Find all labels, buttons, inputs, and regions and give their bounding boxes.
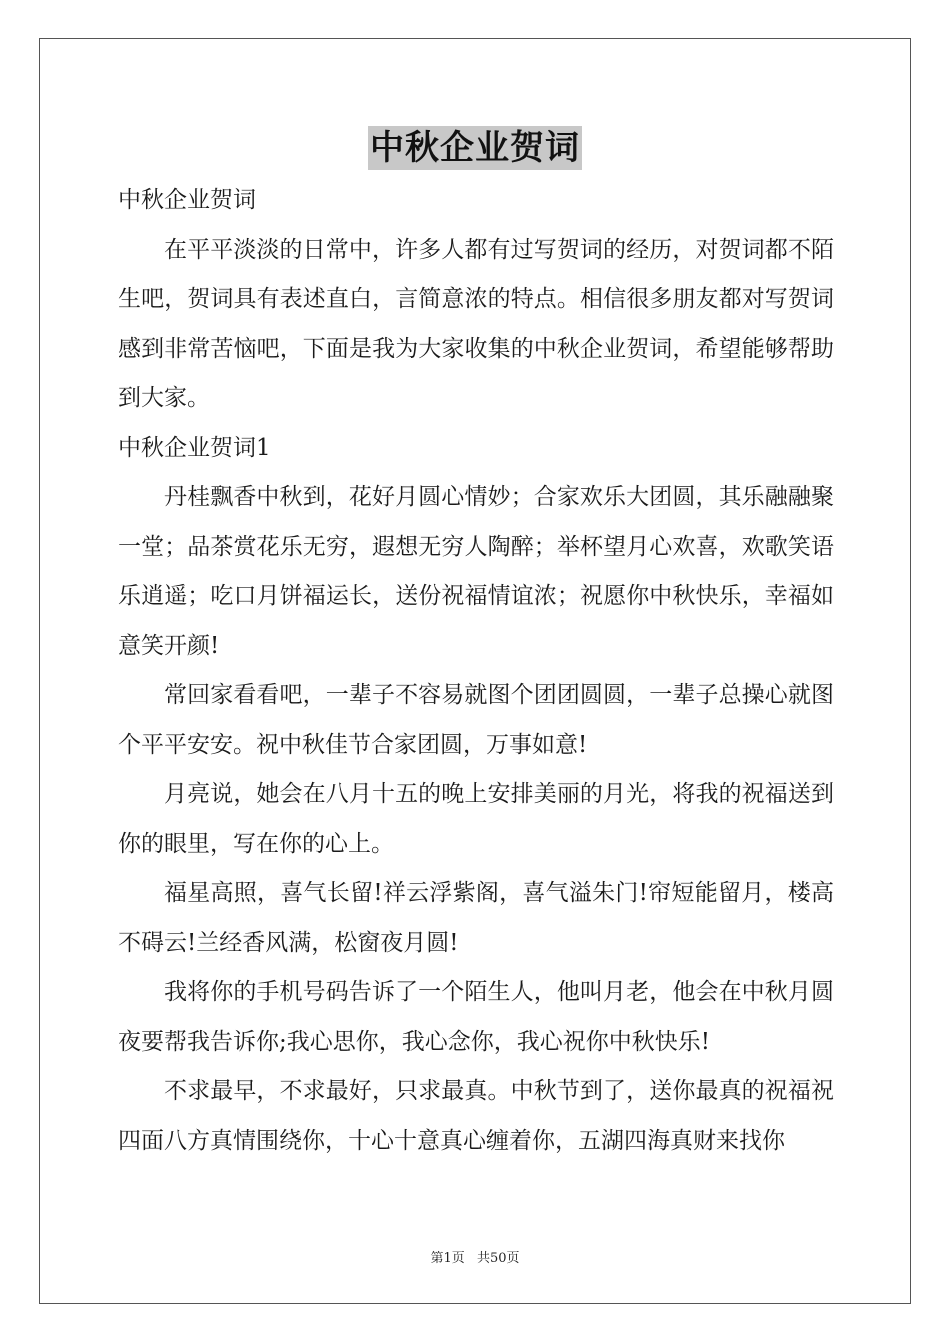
greeting-paragraph: 不求最早，不求最好，只求最真。中秋节到了，送你最真的祝福祝四面八方真情围绕你，十心十意真心缠着你，五湖四海真财来找你: [118, 1078, 834, 1154]
greeting-paragraph: 常回家看看吧，一辈子不容易就图个团团圆圆，一辈子总操心就图个平平安安。祝中秋佳节合家团圆，万事如意!: [118, 682, 834, 758]
page-number: 第1页: [430, 1251, 465, 1266]
title-container: [0, 126, 950, 170]
section-heading: 中秋企业贺词1: [118, 434, 271, 461]
intro-paragraph: 在平平淡淡的日常中，许多人都有过写贺词的经历，对贺词都不陌生吧，贺词具有表述直白，言简意浓的特点。相信很多朋友都对写贺词感到非常苦恼吧，下面是我为大家收集的中秋企业贺词，希望能够帮助到大家。: [118, 236, 834, 411]
greeting-paragraph: 月亮说，她会在八月十五的晚上安排美丽的月光，将我的祝福送到你的眼里，写在你的心上。: [118, 781, 834, 857]
greeting-paragraph: 丹桂飘香中秋到，花好月圆心情妙；合家欢乐大团圆，其乐融融聚一堂；品茶赏花乐无穷，遐想无穷人陶醉；举杯望月心欢喜，欢歌笑语乐逍遥；吃口月饼福运长，送份祝福情谊浓；祝愿你中秋快乐，幸福如意笑开颜!: [118, 484, 834, 659]
greeting-paragraph: 福星高照，喜气长留!祥云浮紫阁，喜气溢朱门!帘短能留月，楼高不碍云!兰经香风满，松窗夜月圆!: [118, 880, 834, 956]
subtitle: 中秋企业贺词: [118, 187, 256, 213]
page-footer: [0, 1247, 950, 1266]
greeting-paragraph: 我将你的手机号码告诉了一个陌生人，他叫月老，他会在中秋月圆夜要帮我告诉你;我心思你，我心念你，我心祝你中秋快乐!: [118, 979, 834, 1055]
page-total: 共50页: [476, 1251, 520, 1266]
document-title: 中秋企业贺词: [370, 128, 580, 168]
document-body: [118, 176, 834, 1166]
